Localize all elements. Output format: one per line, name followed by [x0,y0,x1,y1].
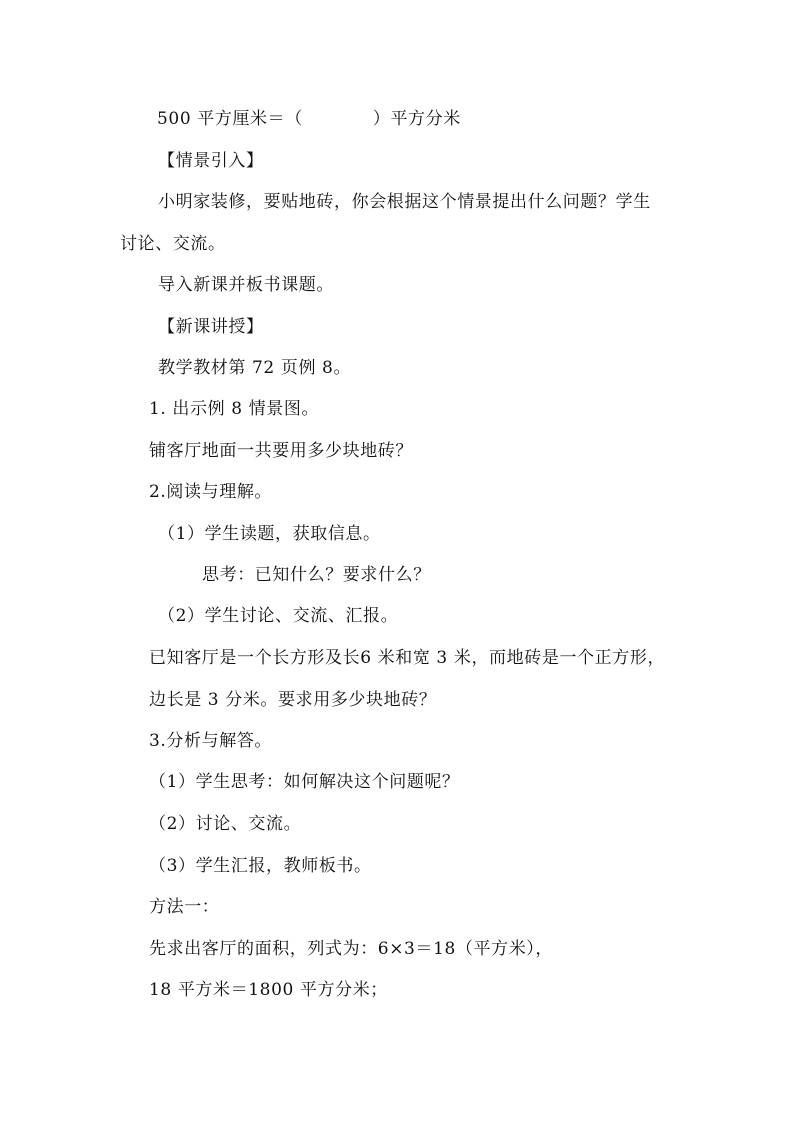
paragraph-line: 已知客厅是一个长方形及长6 米和宽 3 米，而地砖是一个正方形， [149,648,666,668]
paragraph-line: 教学教材第 72 页例 8。 [158,358,352,378]
section-heading-intro: 【情景引入】 [158,151,264,171]
paragraph-line: 18 平方米＝1800 平方分米； [149,980,388,1000]
sub-step: （2）学生讨论、交流、汇报。 [158,606,399,626]
numbered-step: 1. 出示例 8 情景图。 [149,399,320,419]
sub-step: （1）学生读题，获取信息。 [158,524,381,544]
paragraph-line: 导入新课并板书课题。 [158,275,334,295]
paragraph-line: 讨论、交流。 [120,234,226,254]
question-prefix: 500 平方厘米＝（ [157,109,303,129]
method-label: 方法一： [149,897,220,917]
section-heading-new-lesson: 【新课讲授】 [158,317,264,337]
paragraph-line: 思考：已知什么？要求什么？ [202,565,431,585]
fill-in-blank-question [157,108,461,130]
paragraph-line: 小明家装修，要贴地砖，你会根据这个情景提出什么问题？学生 [158,192,651,212]
question-suffix: ）平方分米 [372,109,461,129]
paragraph-line: 先求出客厅的面积，列式为：6×3＝18（平方米）， [149,939,554,959]
sub-step: （1）学生思考：如何解决这个问题呢？ [149,772,460,792]
paragraph-line: 铺客厅地面一共要用多少块地砖？ [149,441,413,461]
numbered-step: 2.阅读与理解。 [149,482,273,502]
sub-step: （3）学生汇报，教师板书。 [149,856,372,876]
paragraph-line: 边长是 3 分米。要求用多少块地砖？ [149,690,437,710]
sub-step: （2）讨论、交流。 [149,814,302,834]
numbered-step: 3.分析与解答。 [149,731,273,751]
